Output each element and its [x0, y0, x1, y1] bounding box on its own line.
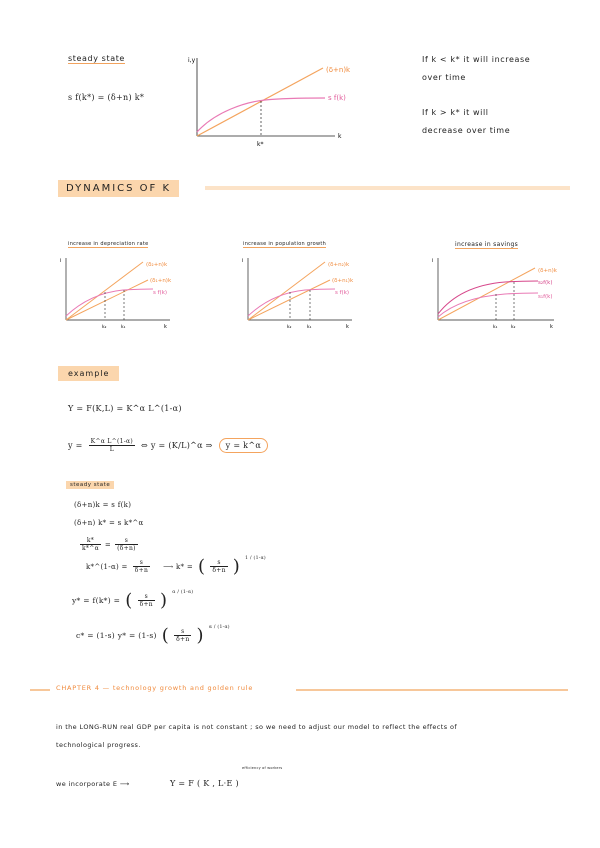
- curve-label: s f(k): [328, 94, 346, 102]
- panel3-y-label: i: [432, 258, 434, 264]
- note-decrease-line2: decrease over time: [422, 126, 511, 135]
- ss-eq4-den: δ+n: [134, 567, 149, 574]
- panel3-k-tick-1: k₁: [493, 325, 498, 330]
- note-increase-line1: If k < k* it will increase: [422, 55, 531, 64]
- panel3-title: increase in savings: [455, 241, 519, 248]
- ystar-eq: y* = f(k*) = ( $\frac{s}{\delta+n}$ ) α / (1-α): [72, 590, 194, 611]
- panel2-label-2: (δ+n₁)k: [332, 278, 354, 284]
- line-label: (δ+n)k: [326, 66, 351, 74]
- chapter-formula: Y = F ( K , L·E ): [170, 779, 239, 788]
- panel3-graph: [430, 252, 560, 337]
- depreciation-line: [197, 68, 323, 136]
- panel1-y-label: i: [60, 258, 62, 264]
- chapter-paragraph-line2: technological progress.: [56, 741, 141, 749]
- ss-eq2: (δ+n) k* = s k*^α: [74, 519, 144, 527]
- ss-eq4: k*^(1-α) = $\frac{s}{\delta+n}$ ⟶ k* = ( $\frac{s}{\delta+n}$ ) 1 / (1-α): [86, 556, 266, 577]
- dynamics-highlight-bar: [205, 186, 570, 190]
- panel1-k-tick-2: k₁: [121, 325, 126, 330]
- cstar-num: s: [174, 628, 191, 636]
- ss-eq4-arrow: ⟶ k* =: [163, 562, 194, 571]
- eq2-fraction: [89, 438, 135, 453]
- ystar-den: δ+n: [139, 601, 153, 608]
- note-decrease-line1: If k > k* it will: [422, 108, 489, 117]
- ss-eq3-rhs-num: s: [115, 537, 138, 545]
- ystar-num: s: [138, 593, 155, 601]
- ss-eq3-num: k*: [80, 537, 101, 545]
- panel1-x-label: k: [164, 324, 167, 330]
- panel3-label-3: s₁f(k): [538, 294, 553, 300]
- steady-state-equation: s f(k*) = (δ+n) k*: [68, 93, 145, 102]
- panel1-title: increase in depreciation rate: [68, 241, 149, 247]
- cstar-left: c* = (1-s) y* = (1-s): [76, 631, 157, 640]
- example-eq1: Y = F(K,L) = K^α L^(1-α): [68, 404, 182, 413]
- ss-eq4-left: k*^(1-α) =: [86, 562, 128, 571]
- note-increase-line2: over time: [422, 73, 466, 82]
- ss-eq3-rhs-den: (δ+n): [117, 545, 136, 552]
- chapter-title: CHAPTER 4 — technology growth and golden rule: [56, 684, 254, 692]
- eq2-frac-den: L: [109, 446, 114, 453]
- dynamics-title: DYNAMICS OF K: [58, 180, 179, 197]
- chapter-paragraph-line1: in the LONG-RUN real GDP per capita is not constant ; so we need to adjust our model to reflect the effects of: [56, 723, 458, 731]
- eq2-circled: y = k^α: [219, 438, 268, 453]
- panel1-label-1: (δ₂+n)k: [146, 262, 168, 268]
- kstar-label: k*: [257, 141, 264, 148]
- ss-eq4-rhs-num: s: [210, 559, 227, 567]
- panel1-graph: [58, 252, 178, 337]
- panel2-label-3: s f(k): [335, 290, 350, 296]
- panel3-label-1: (δ+n)k: [538, 268, 557, 274]
- panel2-y-label: i: [242, 258, 244, 264]
- steady-state-graph: [185, 52, 355, 152]
- panel2-label-1: (δ+n₂)k: [328, 262, 350, 268]
- y-axis-label: i,y: [188, 57, 196, 64]
- eq2-mid: ⇔ y = (K/L)^α ⇒: [141, 441, 213, 450]
- ss-eq3: $\frac{k*}{k*\^{}\alpha}$ = $\frac{s}{(\delta+n)}$: [82, 537, 136, 552]
- ss-eq4-exp: 1 / (1-α): [245, 556, 266, 561]
- ss-label: steady state: [66, 481, 114, 489]
- cstar-den: δ+n: [176, 636, 190, 643]
- eq2-frac-num: K^α L^(1-α): [90, 438, 134, 445]
- panel3-x-label: k: [550, 324, 553, 330]
- cstar-exp: α / (1-α): [208, 625, 230, 630]
- ss-eq3-den: k*^α: [82, 545, 99, 552]
- x-axis-label: k: [338, 133, 342, 140]
- ss-eq4-num: s: [133, 559, 150, 567]
- panel3-label-2: s₂f(k): [538, 280, 553, 286]
- chapter-line-right: [296, 689, 568, 691]
- panel1-label-3: s f(k): [153, 290, 168, 296]
- example-label: example: [58, 366, 119, 381]
- ss-eq4-rhs-den: δ+n: [212, 567, 226, 574]
- panel3-k-tick-2: k₂: [511, 325, 516, 330]
- chapter-line-left: [30, 689, 50, 691]
- panel1-label-2: (δ₁+n)k: [150, 278, 172, 284]
- panel2-title: increase in population growth: [243, 241, 327, 247]
- ystar-left: y* = f(k*) =: [72, 596, 121, 605]
- example-eq2: [68, 438, 268, 453]
- panel2-x-label: k: [346, 324, 349, 330]
- panel2-k-tick-2: k₁: [307, 325, 312, 330]
- cstar-eq: c* = (1-s) y* = (1-s) ( $\frac{s}{\delta+n}$ ) α / (1-α): [76, 625, 230, 646]
- ss-eq1: (δ+n)k = s f(k): [74, 501, 132, 509]
- efficiency-annotation: efficiency of workers: [242, 766, 283, 770]
- steady-state-label: steady state: [68, 54, 125, 63]
- incorporate-text: we incorporate E ⟶: [56, 780, 130, 788]
- eq2-left: y =: [68, 441, 83, 450]
- panel2-k-tick-1: k₂: [287, 325, 292, 330]
- ystar-exp: α / (1-α): [172, 590, 194, 595]
- panel2-graph: [240, 252, 360, 337]
- panel1-k-tick-1: k₂: [102, 325, 107, 330]
